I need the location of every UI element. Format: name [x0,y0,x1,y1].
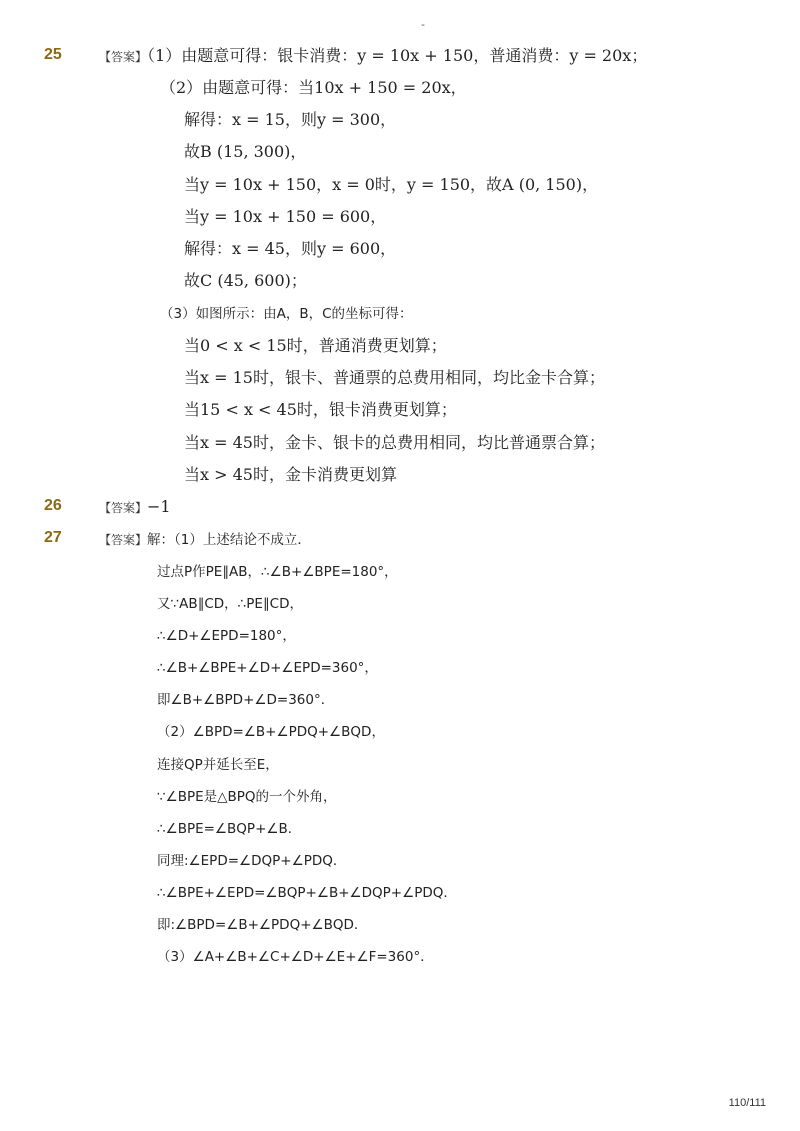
answer-line-27-13: 即:∠BPD=∠B+∠PDQ+∠BQD． [157,917,368,933]
answer-line-27-9: ∵∠BPE是△BPQ的一个外角， [157,789,337,805]
answer-line-25-2: （2）由题意可得：当10x + 150 = 20x， [160,78,467,97]
answer-line-25-3: 解得：x = 15，则y = 300， [184,110,397,129]
answer-line-27-2: 过点P作PE∥AB，∴∠B+∠BPE=180°， [157,564,398,580]
answer-tag: 【答案】 [99,533,148,547]
answer-text: 解：（1）上述结论不成立． [147,532,311,548]
answer-line-25-9: （3）如图所示：由A，B，C的坐标可得： [160,306,413,322]
question-number-26: 26 [44,497,62,514]
answer-line-27-7: （2）∠BPD=∠B+∠PDQ+∠BQD， [157,724,385,740]
answer-line-25-8: 故C (45, 600)； [184,271,307,290]
answer-line-27-4: ∴∠D+∠EPD=180°， [157,628,296,644]
top-dash-mark: - [421,18,425,31]
answer-line-25-7: 解得：x = 45，则y = 600， [184,239,397,258]
answer-text: −1 [147,497,171,516]
page-number: 110/111 [728,1097,766,1109]
answer-line-27-14: （3）∠A+∠B+∠C+∠D+∠E+∠F=360°． [157,949,434,965]
answer-line-27-3: 又∵AB∥CD，∴PE∥CD， [157,596,303,612]
answer-line-25-6: 当y = 10x + 150 = 600， [184,207,387,226]
answer-line-25-10: 当0 < x < 15时，普通消费更划算； [184,336,447,355]
answer-text: （1）由题意可得：银卡消费：y = 10x + 150，普通消费：y = 20x； [147,46,648,65]
answer-tag: 【答案】 [99,50,148,64]
answer-line-25-11: 当x = 15时，银卡、普通票的总费用相同，均比金卡合算； [184,368,605,387]
answer-line-25-14: 当x > 45时，金卡消费更划算 [184,465,397,484]
answer-line-27-6: 即∠B+∠BPD+∠D=360°． [157,692,335,708]
question-number-25: 25 [44,46,62,63]
answer-line-27-8: 连接QP并延长至E， [157,757,279,773]
answer-line-27-5: ∴∠B+∠BPE+∠D+∠EPD=360°， [157,660,378,676]
answer-line-25-4: 故B (15, 300)， [184,142,307,161]
answer-line-26 [99,497,171,518]
answer-tag: 【答案】 [99,501,148,515]
answer-line-25-12: 当15 < x < 45时，银卡消费更划算； [184,400,457,419]
answer-line-25-13: 当x = 45时，金卡、银卡的总费用相同，均比普通票合算； [184,433,605,452]
answer-line-27-10: ∴∠BPE=∠BQP+∠B． [157,821,302,837]
answer-line-27-11: 同理:∠EPD=∠DQP+∠PDQ． [157,853,347,869]
question-number-27: 27 [44,529,62,546]
answer-line-25-1 [99,46,647,67]
answer-line-27-1 [99,530,311,550]
answer-line-25-5: 当y = 10x + 150，x = 0时，y = 150，故A (0, 150)， [184,175,599,194]
answer-line-27-12: ∴∠BPE+∠EPD=∠BQP+∠B+∠DQP+∠PDQ． [157,885,457,901]
